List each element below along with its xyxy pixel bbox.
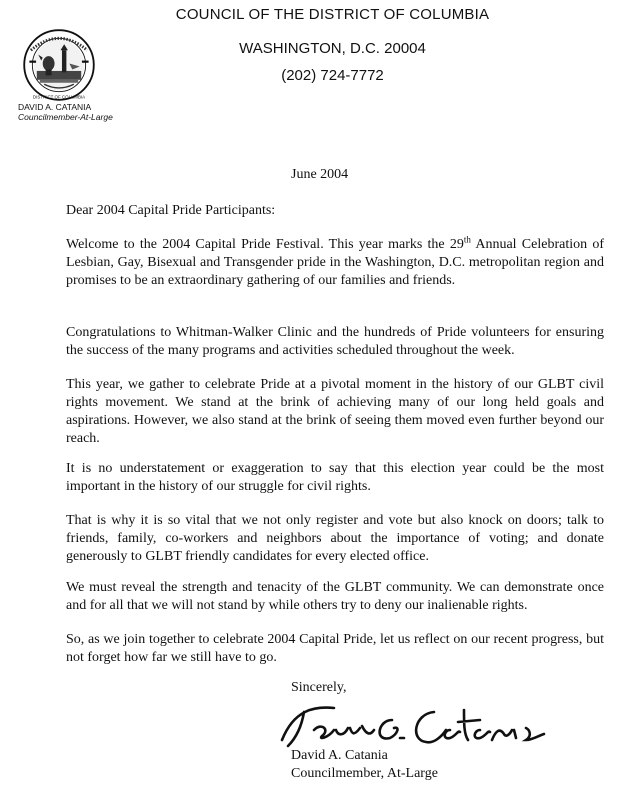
signed-name: David A. Catania bbox=[291, 748, 388, 763]
paragraph-4: It is no understatement or exaggeration to say that this election year could be the most important in the history of our struggle for civil rights. bbox=[66, 461, 604, 494]
paragraph-7: So, as we join together to celebrate 2004 Capital Pride, let us reflect on our recent progress, but not forget how far we still have to go. bbox=[66, 632, 604, 665]
paragraph-1 bbox=[66, 236, 604, 290]
letterhead-phone: (202) 724-7772 bbox=[281, 67, 384, 84]
signed-title: Councilmember, At-Large bbox=[291, 766, 438, 781]
sender-name: DAVID A. CATANIA bbox=[18, 102, 92, 112]
paragraph-3: This year, we gather to celebrate Pride at a pivotal moment in the history of our GLBT civil rights movement. We stand at the brink of achieving many of our long held goals and aspirations. However, we also stand at the brink of seeing them moved even further beyond our reach. bbox=[66, 377, 604, 446]
paragraph-1-end: Annual Celebration of Lesbian, Gay, Bisexual and Transgender pride in the Washington, D.C. metropolitan region and promises to be an extraordinary gathering of our families and friends. bbox=[66, 237, 604, 288]
paragraph-5: That is why it is so vital that we not only register and vote but also knock on doors; talk to friends, family, co-workers and neighbors about the importance of voting; and donate generously to GLBT friendly candidates for every elected office. bbox=[66, 513, 604, 564]
district-seal-icon bbox=[22, 28, 96, 102]
seal-ring-text: DISTRICT OF COLUMBIA bbox=[32, 94, 86, 100]
letter-date: June 2004 bbox=[291, 167, 349, 182]
sender-block bbox=[18, 102, 113, 122]
letterhead-city: WASHINGTON, D.C. 20004 bbox=[239, 40, 426, 57]
ordinal-suffix: th bbox=[463, 234, 471, 245]
handwritten-signature bbox=[274, 700, 559, 752]
paragraph-1-start: Welcome to the 2004 Capital Pride Festival. This year marks the 29 bbox=[66, 237, 464, 252]
salutation: Dear 2004 Capital Pride Participants: bbox=[66, 203, 276, 218]
paragraph-6: We must reveal the strength and tenacity of the GLBT community. We can demonstrate once and for all that we will not stand by while others try to deny our inalienable rights. bbox=[66, 580, 604, 613]
letterhead-council: COUNCIL OF THE DISTRICT OF COLUMBIA bbox=[175, 6, 490, 23]
paragraph-2: Congratulations to Whitman-Walker Clinic and the hundreds of Pride volunteers for ensuring the success of the many programs and activities scheduled throughout the week. bbox=[66, 325, 604, 358]
closing: Sincerely, bbox=[291, 680, 347, 695]
sender-title: Councilmember-At-Large bbox=[18, 112, 113, 122]
